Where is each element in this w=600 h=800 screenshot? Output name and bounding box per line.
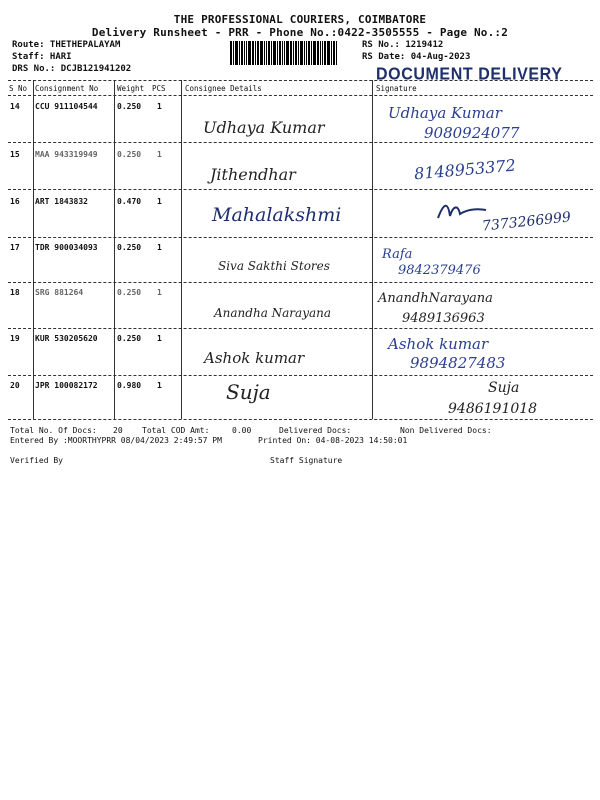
- consignee-handwriting: Anandha Narayana: [214, 306, 332, 320]
- row-pcs: 1: [157, 381, 162, 390]
- staff-signature-label: Staff Signature: [270, 456, 343, 465]
- signature-scribble-icon: [436, 198, 488, 224]
- col-signature: Signature: [376, 84, 417, 93]
- signature-phone: 8148953372: [413, 155, 517, 184]
- non-delivered-docs-label: Non Delivered Docs:: [400, 426, 492, 435]
- row-pcs: 1: [157, 243, 162, 252]
- row-pcs: 1: [157, 102, 162, 111]
- row-weight: 0.250: [117, 288, 142, 297]
- route-label: Route: THETHEPALAYAM: [12, 40, 121, 50]
- row-consignment: MAA 943319949: [35, 150, 98, 159]
- row-weight: 0.250: [117, 102, 142, 111]
- document-delivery-stamp: DOCUMENT DELIVERY: [376, 65, 563, 84]
- row-weight: 0.470: [117, 197, 142, 206]
- row-rule: [8, 328, 593, 329]
- row-rule: [8, 282, 593, 283]
- signature-phone: 9489136963: [402, 311, 485, 326]
- consignee-handwriting: Mahalakshmi: [212, 204, 342, 226]
- total-docs-label: Total No. Of Docs:: [10, 426, 97, 435]
- total-cod-value: 0.00: [232, 426, 252, 435]
- col-consignment: Consignment No: [35, 84, 99, 93]
- rs-number: RS No.: 1219412: [362, 40, 444, 50]
- signature-phone: 9486191018: [448, 401, 538, 417]
- entered-by: Entered By :MOORTHYPRR 08/04/2023 2:49:57 PM: [10, 436, 222, 445]
- row-weight: 0.250: [117, 334, 142, 343]
- consignee-handwriting: Udhaya Kumar: [203, 118, 325, 137]
- col-sno: S No: [9, 84, 28, 93]
- row-sno: 16: [10, 197, 20, 206]
- signature-phone: 7373266999: [481, 209, 572, 235]
- row-pcs: 1: [157, 288, 162, 297]
- consignee-handwriting: Suja: [226, 380, 271, 404]
- row-weight: 0.250: [117, 150, 142, 159]
- col-pcs: PCS: [152, 84, 166, 93]
- signature-phone: 9894827483: [410, 354, 506, 372]
- col-consignee: Consignee Details: [185, 84, 262, 93]
- staff-label: Staff: HARI: [12, 52, 72, 62]
- company-title: THE PROFESSIONAL COURIERS, COIMBATORE: [173, 13, 427, 26]
- signature-name: Ashok kumar: [388, 335, 489, 353]
- row-pcs: 1: [157, 334, 162, 343]
- signature-name: Suja: [488, 380, 520, 396]
- row-rule: [8, 375, 593, 376]
- row-consignment: SRG 881264: [35, 288, 84, 297]
- row-consignment: TDR 900034093: [35, 243, 98, 252]
- printed-on: Printed On: 04-08-2023 14:50:01: [258, 436, 408, 445]
- row-consignment: CCU 911104544: [35, 102, 98, 111]
- total-cod-label: Total COD Amt:: [142, 426, 210, 435]
- row-pcs: 1: [157, 150, 162, 159]
- signature-phone: 9842379476: [398, 263, 481, 278]
- signature-name: Udhaya Kumar: [388, 104, 502, 122]
- runsheet-title: Delivery Runsheet - PRR - Phone No.:0422-3505555 - Page No.:2: [91, 26, 509, 39]
- column-divider: [372, 80, 373, 419]
- barcode: [230, 41, 358, 65]
- row-consignment: KUR 530205620: [35, 334, 98, 343]
- delivered-docs-label: Delivered Docs:: [279, 426, 352, 435]
- drs-number: DRS No.: DCJB121941202: [12, 64, 132, 74]
- total-docs-value: 20: [113, 426, 123, 435]
- row-weight: 0.980: [117, 381, 142, 390]
- row-rule: [8, 237, 593, 238]
- row-sno: 14: [10, 102, 20, 111]
- rs-date: RS Date: 04-Aug-2023: [362, 52, 471, 62]
- row-consignment: JPR 100082172: [35, 381, 98, 390]
- consignee-handwriting: Jithendhar: [210, 165, 296, 184]
- col-weight: Weight: [117, 84, 145, 93]
- consignee-handwriting: Ashok kumar: [204, 349, 305, 367]
- row-rule: [8, 189, 593, 190]
- signature-name: Rafa: [382, 247, 413, 262]
- row-sno: 20: [10, 381, 20, 390]
- table-top-rule: [8, 80, 593, 81]
- row-sno: 17: [10, 243, 20, 252]
- row-consignment: ART 1843832: [35, 197, 88, 206]
- row-pcs: 1: [157, 197, 162, 206]
- row-weight: 0.250: [117, 243, 142, 252]
- table-bottom-rule: [8, 419, 593, 420]
- signature-name: AnandhNarayana: [378, 291, 493, 306]
- row-sno: 15: [10, 150, 20, 159]
- column-divider: [33, 80, 34, 419]
- column-divider: [181, 80, 182, 419]
- header-bottom-rule: [8, 95, 593, 96]
- column-divider: [114, 80, 115, 419]
- verified-by-label: Verified By: [10, 456, 63, 465]
- row-sno: 19: [10, 334, 20, 343]
- row-rule: [8, 142, 593, 143]
- row-sno: 18: [10, 288, 20, 297]
- signature-phone: 9080924077: [424, 124, 520, 142]
- consignee-handwriting: Siva Sakthi Stores: [218, 259, 330, 273]
